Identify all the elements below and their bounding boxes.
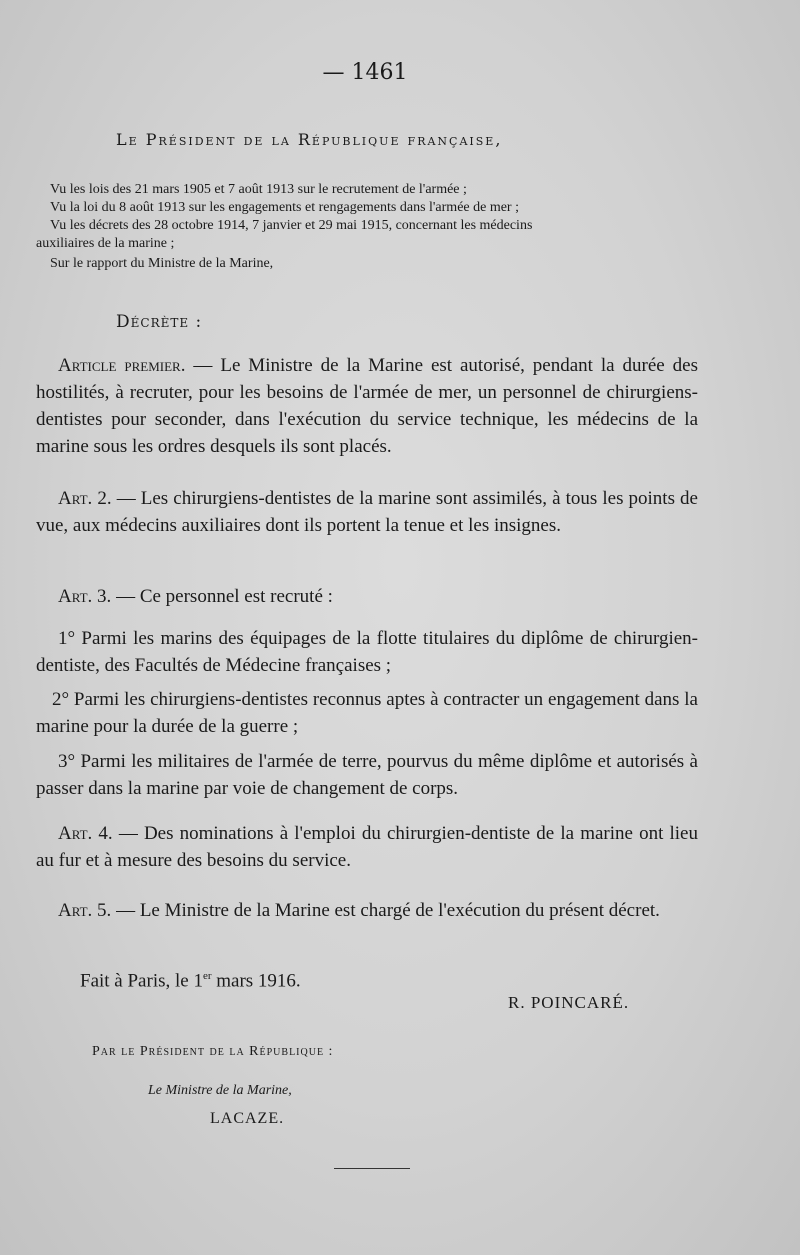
article-5-label: Art. 5.	[58, 900, 112, 921]
preamble-line-4: Sur le rapport du Ministre de la Marine,	[50, 256, 274, 271]
article-2	[36, 485, 698, 539]
article-4-text: — Des nominations à l'emploi du chirurgien-dentiste de la marine ont lieu au fur et à mesure des besoins du service.	[36, 823, 698, 871]
article-3-text: — Ce personnel est recruté :	[111, 586, 333, 607]
minister-signature: LACAZE.	[210, 1110, 285, 1127]
preamble-line-3: Vu les décrets des 28 octobre 1914, 7 janvier et 29 mai 1915, concernant les médecins	[50, 218, 533, 233]
article-1-label: Article premier.	[58, 355, 186, 376]
article-4-label: Art. 4.	[58, 823, 113, 844]
date-line	[80, 970, 301, 992]
preamble-line-2: Vu la loi du 8 août 1913 sur les engagements et rengagements dans l'armée de mer ;	[50, 200, 519, 215]
article-3-label: Art. 3.	[58, 586, 112, 607]
date-suffix: mars 1916.	[211, 970, 301, 992]
article-3-item-2: 2° Parmi les chirurgiens-dentistes reconnus aptes à contracter un engagement dans la marine pour la durée de la guerre ;	[36, 689, 698, 737]
closing-rule	[334, 1168, 410, 1169]
article-3	[58, 586, 333, 608]
article-5-text: — Le Ministre de la Marine est chargé de l'exécution du présent décret.	[111, 900, 660, 921]
date-superscript: er	[202, 970, 212, 982]
article-4	[36, 820, 698, 874]
article-5	[36, 897, 698, 924]
countersign-heading: Par le Président de la République :	[92, 1044, 334, 1059]
preamble-line-1: Vu les lois des 21 mars 1905 et 7 août 1913 sur le recrutement de l'armée ;	[50, 182, 467, 197]
article-3-item-3: 3° Parmi les militaires de l'armée de terre, pourvus du même diplôme et autorisés à passer dans la marine par voie de changement de corps.	[36, 751, 698, 799]
article-1	[36, 352, 698, 460]
page-number: — 1461	[322, 60, 408, 85]
decrete-heading: Décrète :	[116, 312, 203, 332]
article-2-text: — Les chirurgiens-dentistes de la marine sont assimilés, à tous les points de vue, aux médecins auxiliaires dont ils portent la tenue et les insignes.	[36, 488, 698, 536]
article-3-item-1: 1° Parmi les marins des équipages de la flotte titulaires du diplôme de chirurgien-dentiste, des Facultés de Médecine françaises ;	[36, 628, 698, 676]
president-signature: R. POINCARÉ.	[508, 993, 630, 1012]
preamble-line-3-continued: auxiliaires de la marine ;	[36, 236, 175, 251]
article-1-text: — Le Ministre de la Marine est autorisé, pendant la durée des hostilités, à recruter, pour les besoins de l'armée de mer, un personnel de chirurgiens-dentistes pour seconder, dans l'exécution du service technique, les médecins de la marine sous les ordres desquels ils sont placés.	[36, 355, 698, 457]
date-prefix: Fait à Paris, le 1	[80, 970, 203, 992]
decree-heading: Le Président de la République française,	[116, 130, 503, 149]
minister-title: Le Ministre de la Marine,	[148, 1083, 292, 1098]
article-2-label: Art. 2.	[58, 488, 112, 509]
